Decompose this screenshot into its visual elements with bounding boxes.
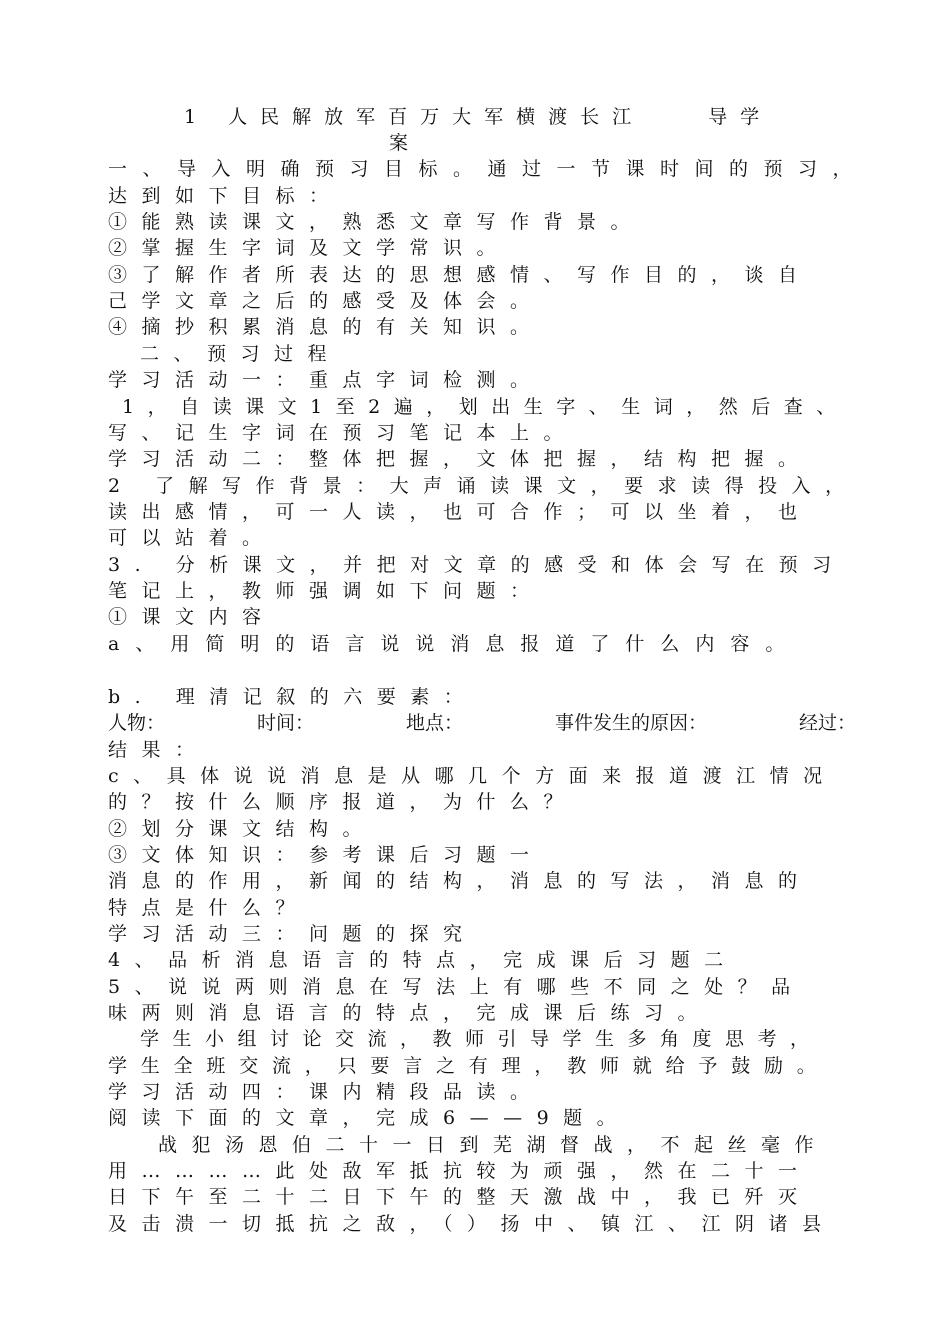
activity-1-heading: 学习活动一：重点字词检测。	[108, 369, 544, 391]
question-c: c、具体说说消息是从哪几个方面来报道渡江情况	[108, 765, 837, 787]
element-cause: 事件发生的原因：	[554, 712, 707, 734]
question-a: a、用简明的语言说说消息报道了什么内容。	[108, 633, 801, 655]
goal-intro: 一、导入明确预习目标。通过一节课时间的预习，	[108, 158, 868, 180]
six-elements-row	[108, 710, 856, 736]
element-place: 地点：	[405, 712, 463, 734]
activity-2-step-3-cont: 笔记上，教师强调如下问题：	[108, 580, 544, 602]
passage-line-3: 日下午至二十二日下午的整天激战中，我已歼灭	[108, 1186, 812, 1208]
element-time: 时间：	[256, 712, 314, 734]
goal-item-3: ③了解作者所表达的思想感情、写作目的，谈自	[108, 264, 812, 286]
goal-item-3-cont: 己学文章之后的感受及体会。	[108, 290, 544, 312]
doc-title-line2: 案	[389, 132, 422, 154]
structure-item: ②划分课文结构。	[108, 818, 377, 840]
question-c-cont: 的？按什么顺序报道，为什么？	[108, 791, 578, 813]
activity-3-step-4: 4、品析消息语言的特点，完成课后习题二	[108, 949, 738, 971]
discussion-line-cont: 学生全班交流，只要言之有理，教师就给予鼓励。	[108, 1055, 830, 1077]
element-person: 人物：	[108, 712, 166, 734]
discussion-line: 学生小组讨论交流，教师引导学生多角度思考，	[140, 1028, 823, 1050]
passage-line-4: 及击溃一切抵抗之敌，（）扬中、镇江、江阴诸县	[108, 1213, 836, 1235]
activity-3-step-5-cont: 味两则消息语言的特点，完成课后练习。	[108, 1002, 712, 1024]
news-knowledge: 消息的作用，新闻的结构，消息的写法，消息的	[108, 870, 812, 892]
element-process: 经过：	[798, 712, 856, 734]
section-heading-preview: 二、预习过程	[140, 343, 342, 365]
goal-intro-cont: 达到如下目标：	[108, 185, 343, 207]
activity-2-heading: 学习活动二：整体把握，文体把握，结构把握。	[108, 448, 812, 470]
reading-instruction: 阅读下面的文章，完成6——9题。	[108, 1107, 631, 1129]
activity-4-heading: 学习活动四：课内精段品读。	[108, 1081, 544, 1103]
question-b: b. 理清记叙的六要素：	[108, 686, 478, 708]
activity-3-heading: 学习活动三：问题的探究	[108, 923, 477, 945]
activity-1-step: 1，自读课文1至2遍，划出生字、生词，然后查、	[122, 396, 849, 418]
element-result: 结果：	[108, 739, 209, 761]
goal-item-4: ④摘抄积累消息的有关知识。	[108, 316, 544, 338]
genre-knowledge: ③文体知识：参考课后习题一	[108, 844, 544, 866]
passage-line-2: 用…………此处敌军抵抗较为顽强，然在二十一	[108, 1160, 812, 1182]
activity-2-step-2-cont: 读出感情，可一人读，也可合作；可以坐着，也	[108, 501, 812, 523]
activity-3-step-5: 5、说说两则消息在写法上有哪些不同之处？品	[108, 976, 805, 998]
news-knowledge-cont: 特点是什么？	[108, 897, 310, 919]
doc-title-line1: 1 人民解放军百万大军横渡长江 导学	[184, 106, 773, 128]
passage-line-1: 战犯汤恩伯二十一日到芜湖督战，不起丝毫作	[158, 1134, 829, 1156]
activity-1-step-cont: 写、记生字词在预习笔记本上。	[108, 422, 578, 444]
text-content-heading: ①课文内容	[108, 606, 276, 628]
activity-2-step-3: 3. 分析课文，并把对文章的感受和体会写在预习	[108, 554, 846, 576]
activity-2-step-2: 2 了解写作背景：大声诵读课文，要求读得投入，	[108, 475, 859, 497]
activity-2-step-2-end: 可以站着。	[108, 527, 276, 549]
goal-item-1: ①能熟读课文，熟悉文章写作背景。	[108, 211, 645, 233]
goal-item-2: ②掌握生字词及文学常识。	[108, 237, 511, 259]
